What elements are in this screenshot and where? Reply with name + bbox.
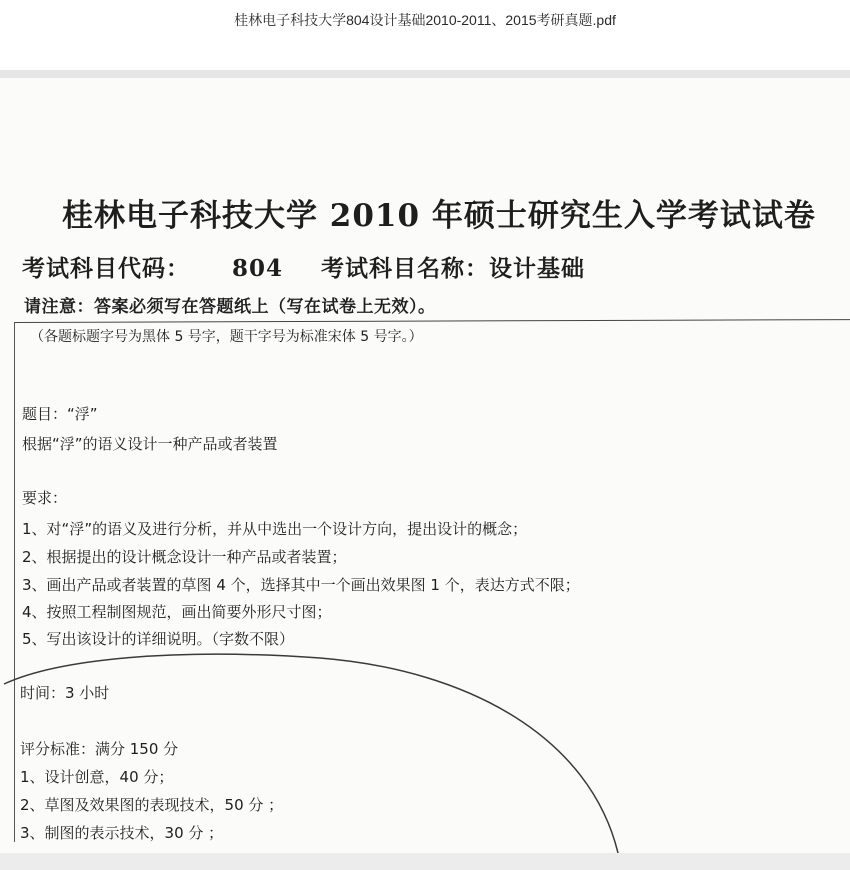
toolbar-divider — [0, 70, 850, 78]
requirement-item: 3、画出产品或者装置的草图 4 个，选择其中一个画出效果图 1 个，表达方式不限； — [22, 576, 580, 594]
subject-name: 设计基础 — [489, 255, 586, 282]
file-title: 桂林电子科技大学804设计基础2010-2011、2015考研真题.pdf — [234, 12, 616, 28]
topic-label: 题目：“浮” — [22, 405, 98, 423]
subject-name-label: 考试科目名称： — [321, 255, 490, 282]
requirement-item: 4、按照工程制图规范，画出简要外形尺寸图； — [22, 603, 332, 621]
requirement-item: 1、对“浮”的语义及进行分析，并从中选出一个设计方向，提出设计的概念； — [22, 520, 528, 538]
hand-drawn-curve — [0, 78, 850, 853]
scoring-item: 1、设计创意，40 分； — [20, 768, 174, 786]
exam-time: 时间：3 小时 — [20, 684, 110, 702]
requirement-item: 5、写出该设计的详细说明。（字数不限） — [22, 630, 295, 648]
scoring-label: 评分标准：满分 150 分 — [20, 740, 179, 758]
requirements-label: 要求： — [22, 489, 68, 507]
subject-code-label: 考试科目代码： — [22, 255, 190, 282]
requirement-item: 2、根据提出的设计概念设计一种产品或者装置； — [22, 548, 347, 566]
scoring-item: 2、草图及效果图的表现技术，50 分 ； — [20, 796, 284, 814]
subject-code: 804 — [232, 255, 284, 282]
exam-title: 桂林电子科技大学 2010 年硕士研究生入学考试试卷 — [62, 198, 816, 234]
topic-description: 根据“浮”的语义设计一种产品或者装置 — [22, 435, 278, 453]
scoring-item: 3、制图的表示技术，30 分 ； — [20, 824, 224, 842]
answer-notice: 请注意：答案必须写在答题纸上（写在试卷上无效）。 — [24, 297, 436, 317]
viewer-bottom-bar — [0, 853, 850, 870]
format-note: （各题标题字号为黑体 5 号字，题干字号为标准宋体 5 号字。） — [30, 329, 423, 345]
document-title-bar — [0, 0, 850, 70]
pdf-page — [0, 78, 850, 853]
